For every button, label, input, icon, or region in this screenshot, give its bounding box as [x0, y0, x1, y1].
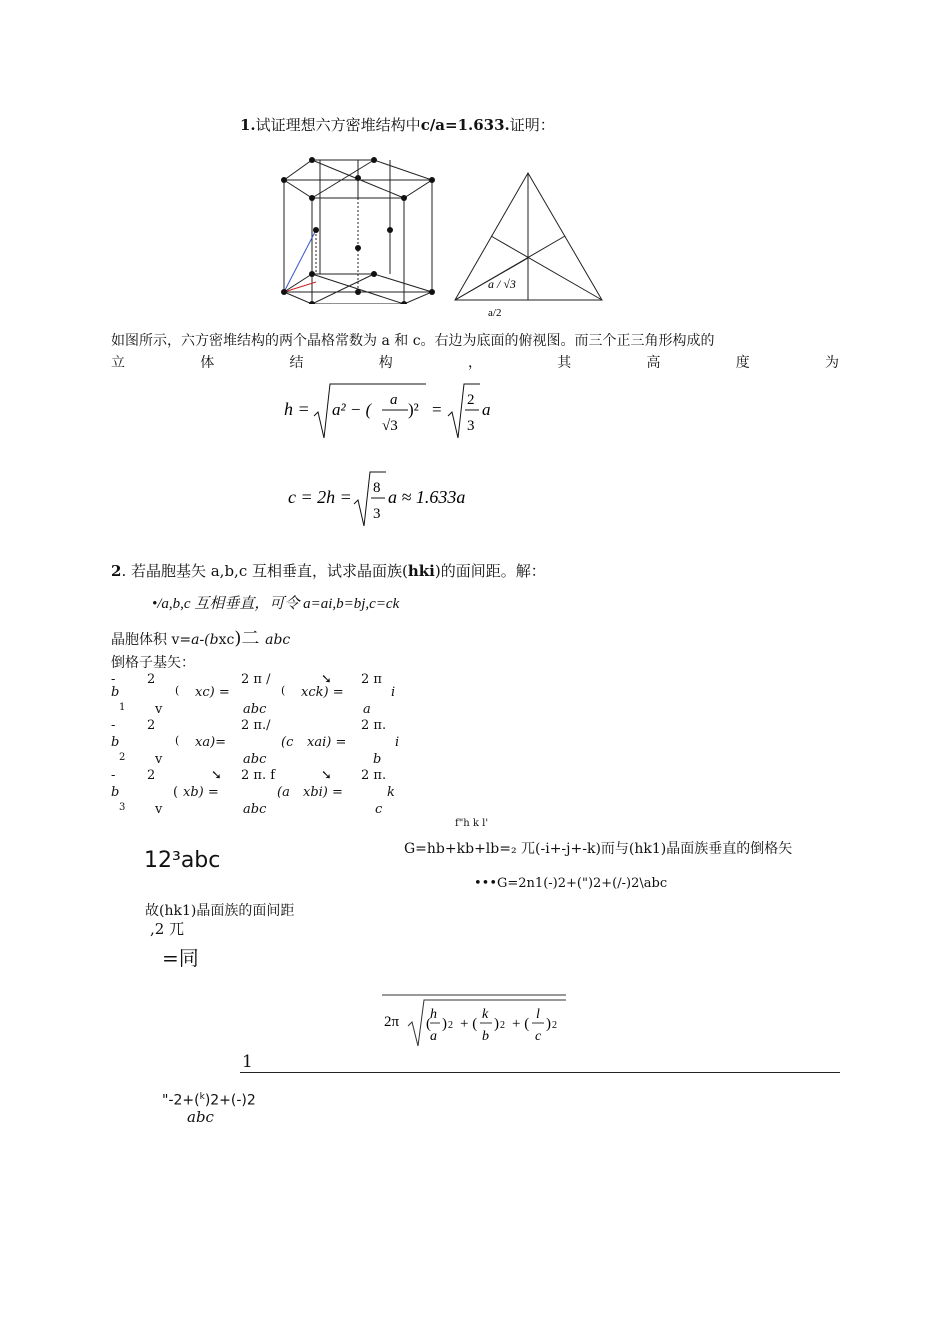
g-dots-line: •••G=2n1(-)2+(")2+(/-)2\abc — [474, 876, 668, 891]
denominator-formula — [380, 990, 570, 1050]
recip-cross-b: xai) = — [307, 735, 347, 750]
volume-expr: a-(b — [191, 632, 219, 648]
recip-unit: k — [387, 785, 395, 800]
denom-c: c — [535, 1029, 542, 1044]
recip-two: 2 — [147, 718, 156, 733]
recip-sub: 1 — [119, 702, 126, 713]
recip-arrow: ➘ — [321, 672, 332, 687]
triangle-top-view-figure — [450, 170, 610, 320]
recip-b: b — [111, 735, 120, 750]
cell-volume-line — [111, 624, 290, 650]
formula-h-lhs: h = — [284, 399, 310, 419]
denom-h: h — [430, 1007, 437, 1022]
denom-sq: 2 — [448, 1020, 453, 1031]
reciprocal-basis-label: 倒格子基矢： — [111, 655, 195, 671]
recip-2pi-b: 2 π. — [361, 718, 387, 733]
problem-number: 2 — [111, 562, 122, 580]
final-expression — [162, 1092, 256, 1109]
recip-v: v — [155, 702, 163, 717]
recip-two: 2 — [147, 672, 156, 687]
denom-a: a — [430, 1029, 437, 1044]
formula-c-tail: a ≈ 1.633a — [388, 487, 466, 507]
reciprocal-basis-block — [111, 672, 411, 814]
recip-unit: i — [391, 685, 396, 700]
final-fraction-bar — [240, 1072, 840, 1073]
recip-arrow: ➘ — [321, 768, 332, 783]
recip-2pi-b: 2 π — [361, 672, 382, 687]
recip-paren: ( — [175, 734, 180, 747]
denom-b: b — [482, 1029, 489, 1044]
word: ， — [468, 355, 482, 371]
perpendicular-line: •/a,b,c 互相垂直，可令 a=ai,b=bj,c=ck — [152, 596, 400, 612]
word: 构 — [378, 355, 393, 371]
proof-label: 证明： — [509, 116, 555, 134]
word: 为 — [825, 355, 839, 371]
problem1-title — [240, 114, 555, 135]
denom-plus: + ( — [460, 1016, 478, 1032]
recip-2pi-b: 2 π. — [361, 768, 387, 783]
formula-c-num: 8 — [373, 480, 381, 496]
recip-cross: xc) = — [195, 685, 230, 700]
formula-h-rhs-num: 2 — [467, 392, 475, 408]
spacing-2pi: ,2 兀 — [150, 920, 185, 938]
recip-v: v — [155, 752, 163, 767]
spacing-eq: =同 — [162, 946, 199, 970]
denom-close: ) — [442, 1016, 447, 1032]
word: 立 — [111, 355, 125, 371]
ratio-text: c/a=1.633. — [420, 116, 510, 134]
hcp-structure-figure — [274, 152, 444, 304]
recip-mark: - — [111, 768, 116, 783]
problem2-title — [111, 560, 546, 581]
recip-2pi: 2 π./ — [241, 718, 271, 733]
word: 度 — [735, 355, 750, 371]
recip-cross-b: xbi) = — [303, 785, 343, 800]
formula-c — [288, 468, 508, 530]
recip-2pi: 2 π / — [241, 672, 271, 687]
recip-cross: xa)= — [195, 735, 227, 750]
problem-number: 1. — [240, 116, 256, 134]
volume-expr-cross: xc — [218, 632, 235, 648]
final-expr-part: "-2+( — [162, 1092, 200, 1109]
recip-den: b — [373, 752, 382, 767]
problem-text: . 若晶胞基矢 a,b,c 互相垂直，试求晶面族( — [121, 562, 408, 580]
word: 其 — [557, 355, 572, 371]
formula-h-rhs-var: a — [482, 400, 491, 419]
word: 高 — [646, 355, 661, 371]
denom-sq: 2 — [552, 1020, 557, 1031]
volume-eq: )二 — [234, 628, 266, 649]
recip-abc: abc — [243, 702, 267, 717]
word: 体 — [200, 355, 215, 371]
recip-2pi: 2 π. f — [241, 768, 276, 783]
denom-paren: ( — [426, 1016, 431, 1032]
denom-plus: + ( — [512, 1016, 530, 1032]
formula-c-den: 3 — [373, 506, 381, 522]
recip-paren-b: (a — [277, 785, 290, 800]
recip-abc: abc — [243, 802, 267, 814]
recip-arrow-a: ➘ — [211, 768, 222, 783]
volume-label: 晶胞体积 v= — [111, 632, 192, 648]
denom-sq: 2 — [500, 1020, 505, 1031]
denom-k: k — [482, 1007, 489, 1022]
hkl-text: hki — [407, 562, 435, 580]
formula-c-lhs: c = 2h = — [288, 487, 352, 507]
recip-mark: - — [111, 672, 116, 687]
recip-unit: i — [395, 735, 400, 750]
final-abc: abc — [187, 1108, 214, 1126]
recip-v: v — [155, 802, 163, 814]
recip-b: b — [111, 685, 120, 700]
formula-h-eq: = — [432, 400, 442, 419]
volume-abc: abc — [265, 632, 291, 648]
formula-h-inside: a² − ( — [332, 400, 372, 419]
formula-h-frac-num: a — [390, 392, 398, 408]
recip-paren-b: ( — [281, 684, 286, 697]
recip-paren: ( — [173, 785, 179, 800]
label-a-over-2: a/2 — [488, 307, 502, 319]
formula-h-power: )² — [408, 400, 419, 419]
recip-paren-b: (c — [281, 735, 294, 750]
recip-sub: 2 — [119, 752, 126, 763]
paragraph-1-line-2 — [111, 352, 839, 372]
formula-h-frac-den: √3 — [382, 418, 398, 434]
final-k: k — [199, 1092, 205, 1102]
g-superscript: f"h k l' — [455, 818, 489, 829]
g-small-label: 12³abc — [144, 848, 221, 873]
recip-den: c — [375, 802, 383, 814]
recip-mark: - — [111, 718, 116, 733]
denom-close: ) — [546, 1016, 551, 1032]
recip-abc: abc — [243, 752, 267, 767]
recip-cross-b: xck) = — [301, 685, 344, 700]
recip-den: a — [363, 702, 371, 717]
recip-b: b — [111, 785, 120, 800]
word: 结 — [289, 355, 304, 371]
problem-text-end: )的面间距。解： — [434, 562, 546, 580]
recip-two: 2 — [147, 768, 156, 783]
denom-close: ) — [494, 1016, 499, 1032]
formula-h — [284, 380, 504, 442]
final-expr-part-2: )2+(-)2 — [204, 1092, 256, 1109]
denom-2pi: 2π — [384, 1014, 400, 1030]
paragraph-1-line-1: 如图所示，六方密堆结构的两个晶格常数为 a 和 c。右边为底面的俯视图。而三个正三角形构成的 — [111, 333, 715, 349]
recip-cross: xb) = — [183, 785, 219, 800]
final-one: 1 — [242, 1052, 253, 1072]
label-a-over-root3: a / √3 — [488, 277, 516, 291]
recip-paren: ( — [175, 684, 180, 697]
denom-l: l — [536, 1007, 540, 1022]
problem-text: 试证理想六方密堆结构中 — [255, 116, 421, 134]
formula-h-rhs-den: 3 — [467, 418, 475, 434]
g-main-line: G=hb+kb+lb=₂ 兀(-i+-j+-k)而与(hk1)晶面族垂直的倒格矢 — [404, 841, 793, 857]
spacing-label: 故(hk1)晶面族的面间距 — [145, 903, 295, 919]
recip-sub: 3 — [119, 802, 126, 813]
